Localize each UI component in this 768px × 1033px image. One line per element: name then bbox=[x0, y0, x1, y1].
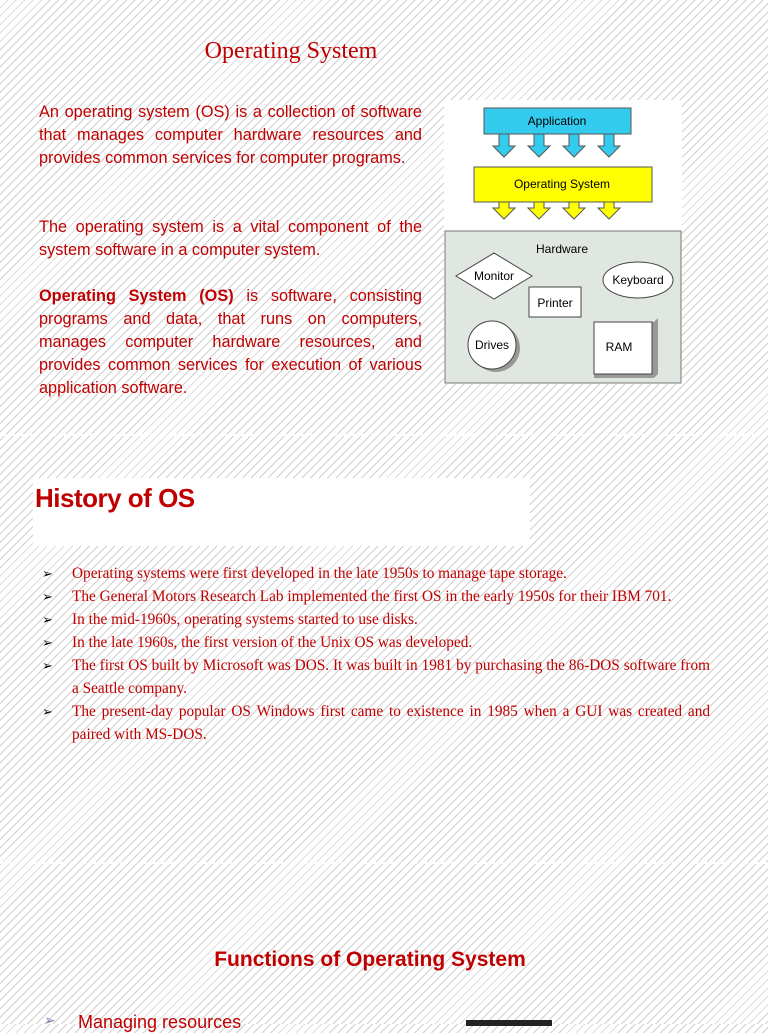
operating-system-label: Operating System bbox=[513, 177, 611, 191]
list-item: ➢ The first OS built by Microsoft was DOS. It was built in 1981 by purchasing the 86-DOS software from a Seattle company. bbox=[40, 654, 710, 700]
list-item: ➢ The General Motors Research Lab implemented the first OS in the early 1950s for their IBM 701. bbox=[40, 585, 710, 608]
definition-term: Operating System (OS) bbox=[39, 287, 234, 305]
functions-title: Functions of Operating System bbox=[214, 948, 526, 971]
list-item: ➢ Operating systems were first developed in the late 1950s to manage tape storage. bbox=[40, 562, 710, 585]
slide-separator bbox=[0, 862, 768, 864]
history-list bbox=[40, 562, 710, 746]
ram-label: RAM bbox=[605, 340, 633, 354]
slide-history bbox=[0, 458, 768, 858]
arrow-bullet-icon: ➢ bbox=[42, 704, 53, 719]
component-paragraph: The operating system is a vital component of the system software in a computer system. bbox=[39, 218, 422, 259]
definition-paragraph bbox=[39, 285, 422, 400]
application-arrows bbox=[493, 134, 620, 157]
slide-functions bbox=[0, 866, 768, 1032]
definition-text: is software, consisting programs and data, that runs on computers, manages computer hardware resources, and provides common services for execution of various application software. bbox=[39, 287, 422, 397]
drives-label: Drives bbox=[474, 338, 510, 352]
partial-figure bbox=[466, 1020, 552, 1026]
list-item: ➢ The present-day popular OS Windows first came to existence in 1985 when a GUI was created and paired with MS-DOS. bbox=[40, 700, 710, 746]
keyboard-label: Keyboard bbox=[612, 273, 664, 287]
history-title: History of OS bbox=[35, 483, 195, 513]
arrow-bullet-icon: ➢ bbox=[42, 658, 53, 673]
functions-first-item: Managing resources bbox=[78, 1012, 242, 1032]
list-item: ➢ In the late 1960s, the first version of the Unix OS was developed. bbox=[40, 631, 710, 654]
slide-separator bbox=[0, 434, 768, 436]
list-item: ➢ In the mid-1960s, operating systems started to use disks. bbox=[40, 608, 710, 631]
printer-label: Printer bbox=[537, 296, 573, 310]
arrow-bullet-icon: ➢ bbox=[44, 1012, 56, 1028]
application-label: Application bbox=[527, 114, 587, 128]
arrow-bullet-icon: ➢ bbox=[42, 612, 53, 627]
os-layer-diagram bbox=[444, 100, 682, 384]
os-arrows bbox=[493, 202, 620, 219]
intro-paragraph: An operating system (OS) is a collection of software that manages computer hardware resources and provides common services for computer programs. bbox=[39, 103, 422, 167]
arrow-bullet-icon: ➢ bbox=[42, 589, 53, 604]
hardware-label: Hardware bbox=[535, 242, 589, 256]
page-title: Operating System bbox=[204, 38, 378, 64]
arrow-bullet-icon: ➢ bbox=[42, 566, 53, 581]
arrow-bullet-icon: ➢ bbox=[42, 635, 53, 650]
monitor-label: Monitor bbox=[473, 269, 515, 283]
slide-operating-system bbox=[0, 0, 768, 430]
